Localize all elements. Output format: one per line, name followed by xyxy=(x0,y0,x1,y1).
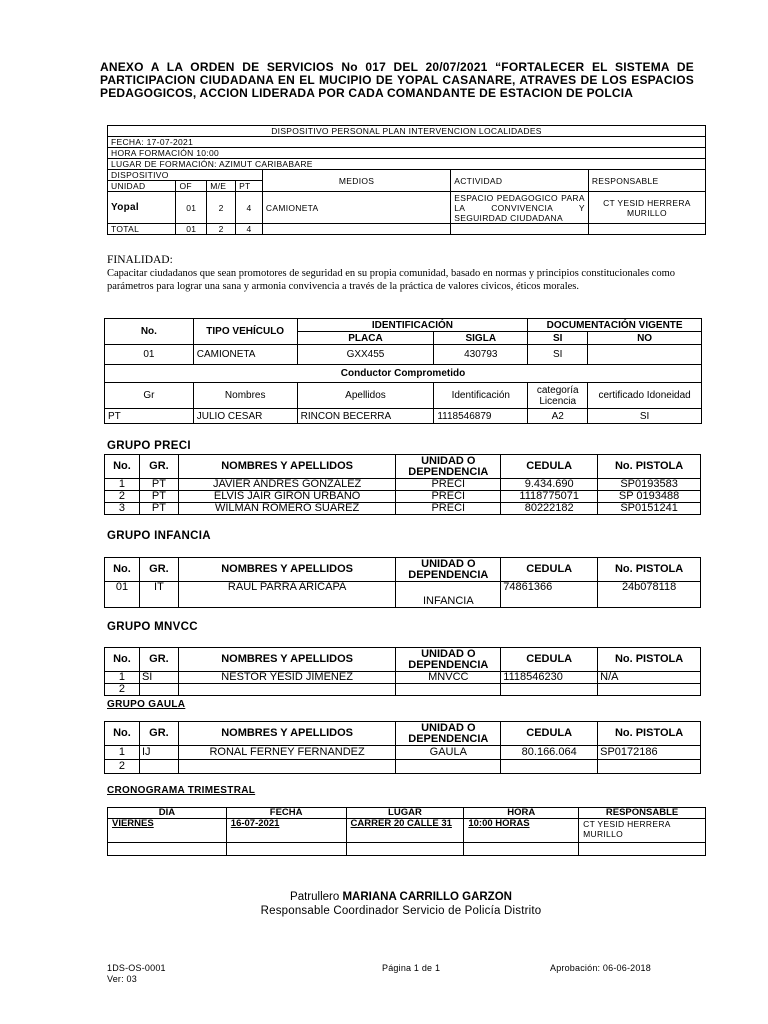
row-nombre: NESTOR YESID JIMENEZ xyxy=(178,672,395,684)
col-unidad: UNIDAD O DEPENDENCIA xyxy=(396,648,501,672)
vehiculo-no: 01 xyxy=(105,345,194,365)
conductor-certificado: SI xyxy=(588,409,702,424)
of-value: 01 xyxy=(176,192,207,224)
row-pistola xyxy=(598,760,701,774)
crono-responsable: CT YESID HERRERA MURILLO xyxy=(579,819,706,843)
crono-hora: 10:00 HORAS xyxy=(464,819,579,843)
medios-header: MEDIOS xyxy=(262,170,450,192)
col-no: No. xyxy=(105,722,140,746)
col-unidad: UNIDAD O DEPENDENCIA xyxy=(396,455,501,479)
signature-prefix: Patrullero xyxy=(290,891,340,903)
row-gr xyxy=(139,760,178,774)
col-cedula: CEDULA xyxy=(501,722,598,746)
of-header: OF xyxy=(176,181,207,192)
documentacion-header: DOCUMENTACIÓN VIGENTE xyxy=(528,319,702,332)
identificacion-header: IDENTIFICACIÓN xyxy=(297,319,528,332)
row-pistola: N/A xyxy=(598,672,701,684)
row-nombre: JAVIER ANDRES GONZALEZ xyxy=(178,479,395,491)
row-gr: IT xyxy=(139,582,178,608)
row-no: 1 xyxy=(105,672,140,684)
grupo-infancia-title: GRUPO INFANCIA xyxy=(107,530,211,542)
me-header: M/E xyxy=(207,181,236,192)
row-pistola: SP 0193488 xyxy=(598,491,701,503)
row-cedula: 1118546230 xyxy=(501,672,598,684)
row-nombre: WILMAN ROMERO SUAREZ xyxy=(178,503,395,515)
conductor-categoria: A2 xyxy=(528,409,588,424)
signature-line xyxy=(0,891,768,903)
fecha-line: FECHA: 17-07-2021 xyxy=(108,137,706,148)
responsable-header: RESPONSABLE xyxy=(588,170,705,192)
crono-fecha-header: FECHA xyxy=(226,808,346,819)
grupo-preci-title: GRUPO PRECI xyxy=(107,440,191,452)
no-header: NO xyxy=(588,332,702,345)
crono-fecha: 16-07-2021 xyxy=(226,819,346,843)
col-pistola: No. PISTOLA xyxy=(598,648,701,672)
dispositivo-label: DISPOSITIVO xyxy=(108,170,263,181)
medios-value: CAMIONETA xyxy=(262,192,450,224)
finalidad-text: Capacitar ciudadanos que sean promotores de seguridad en su propia comunidad, basado en normas y principios constitucionales como parámetros para lograr una sana y armonia convivencia a través de la práctica de valores civicos, éticos morales. xyxy=(107,268,676,292)
placa-header: PLACA xyxy=(297,332,434,345)
footer-version: Ver: 03 xyxy=(107,974,137,984)
footer-page: Página 1 de 1 xyxy=(382,963,441,973)
row-unidad: INFANCIA xyxy=(396,582,501,608)
vehiculo-placa: GXX455 xyxy=(297,345,434,365)
responsable-value: CT YESID HERRERA MURILLO xyxy=(588,192,705,224)
cronograma-table xyxy=(107,807,706,856)
row-unidad: MNVCC xyxy=(396,672,501,684)
actividad-value: ESPACIO PEDAGOGICO PARA LA CONVIVENCIA Y SEGUIRDAD CIUDADANA xyxy=(451,192,589,224)
col-unidad: UNIDAD O DEPENDENCIA xyxy=(396,722,501,746)
crono-lugar-header: LUGAR xyxy=(346,808,464,819)
grupo-infancia-table xyxy=(104,557,701,608)
dispositivo-table xyxy=(107,125,706,235)
col-no: No. xyxy=(105,558,140,582)
crono-dia: VIERNES xyxy=(108,819,227,843)
signature-name: MARIANA CARRILLO GARZON xyxy=(342,891,512,903)
footer-approval: Aprobación: 06-06-2018 xyxy=(550,963,651,973)
conductor-nombres-header: Nombres xyxy=(193,383,297,409)
row-nombre: RAUL PARRA ARICAPA xyxy=(178,582,395,608)
pt-value: 4 xyxy=(236,192,263,224)
row-pistola: SP0193583 xyxy=(598,479,701,491)
row-pistola: SP0172186 xyxy=(598,746,701,760)
sigla-header: SIGLA xyxy=(434,332,528,345)
row-unidad: PRECI xyxy=(396,503,501,515)
col-no: No. xyxy=(105,455,140,479)
row-no: 2 xyxy=(105,760,140,774)
row-pistola: SP0151241 xyxy=(598,503,701,515)
conductor-gr-header: Gr xyxy=(105,383,194,409)
conductor-certificado-header: certificado Idoneidad xyxy=(588,383,702,409)
col-no: No. xyxy=(105,648,140,672)
table-row xyxy=(105,582,701,608)
footer-code: 1DS-OS-0001 xyxy=(107,963,166,973)
row-cedula: 1118775071 xyxy=(501,491,598,503)
vehiculo-no-value xyxy=(588,345,702,365)
vehiculo-sigla: 430793 xyxy=(434,345,528,365)
grupo-gaula-table xyxy=(104,721,701,774)
total-me: 2 xyxy=(207,224,236,235)
row-cedula: 80.166.064 xyxy=(501,746,598,760)
pt-header: PT xyxy=(236,181,263,192)
total-pt: 4 xyxy=(236,224,263,235)
col-unidad: UNIDAD O DEPENDENCIA xyxy=(396,558,501,582)
row-unidad: GAULA xyxy=(396,746,501,760)
row-gr: IJ xyxy=(139,746,178,760)
row-no: 2 xyxy=(105,491,140,503)
finalidad-label: FINALIDAD: xyxy=(107,254,173,266)
col-nombres: NOMBRES Y APELLIDOS xyxy=(178,722,395,746)
table-row xyxy=(105,684,701,696)
row-cedula: 74861366 xyxy=(501,582,598,608)
row-cedula: 9.434.690 xyxy=(501,479,598,491)
row-unidad xyxy=(396,760,501,774)
row-pistola xyxy=(598,684,701,696)
conductor-apellidos: RINCON BECERRA xyxy=(297,409,434,424)
crono-responsable-header: RESPONSABLE xyxy=(579,808,706,819)
grupo-gaula-title: GRUPO GAULA xyxy=(107,699,186,710)
row-unidad xyxy=(396,684,501,696)
col-gr: GR. xyxy=(139,648,178,672)
row-no: 2 xyxy=(105,684,140,696)
conductor-title: Conductor Comprometido xyxy=(105,365,702,383)
col-pistola: No. PISTOLA xyxy=(598,558,701,582)
row-gr: SI xyxy=(139,672,178,684)
row-nombre xyxy=(178,684,395,696)
grupo-mnvcc-title: GRUPO MNVCC xyxy=(107,621,198,633)
hora-line: HORA FORMACIÓN 10:00 xyxy=(108,148,706,159)
grupo-preci-table xyxy=(104,454,701,515)
table-row xyxy=(105,672,701,684)
row-nombre: ELVIS JAIR GIRON URBANO xyxy=(178,491,395,503)
table-row xyxy=(105,760,701,774)
vehiculo-si: SI xyxy=(528,345,588,365)
row-no: 01 xyxy=(105,582,140,608)
row-gr xyxy=(139,684,178,696)
grupo-mnvcc-table xyxy=(104,647,701,696)
total-label: TOTAL xyxy=(108,224,176,235)
vehiculo-tipo: CAMIONETA xyxy=(193,345,297,365)
col-gr: GR. xyxy=(139,558,178,582)
conductor-apellidos-header: Apellidos xyxy=(297,383,434,409)
vehiculo-table xyxy=(104,318,702,424)
conductor-categoria-header: categoría Licencia xyxy=(528,383,588,409)
row-unidad: PRECI xyxy=(396,491,501,503)
col-pistola: No. PISTOLA xyxy=(598,455,701,479)
unidad-value: Yopal xyxy=(108,192,176,224)
conductor-identificacion: 1118546879 xyxy=(434,409,528,424)
row-cedula xyxy=(501,760,598,774)
table-row xyxy=(108,819,706,843)
table-row xyxy=(105,503,701,515)
col-nombres: NOMBRES Y APELLIDOS xyxy=(178,558,395,582)
row-cedula: 80222182 xyxy=(501,503,598,515)
col-cedula: CEDULA xyxy=(501,648,598,672)
row-gr: PT xyxy=(139,503,178,515)
unidad-header: UNIDAD xyxy=(108,181,176,192)
row-no: 1 xyxy=(105,479,140,491)
table-row xyxy=(105,479,701,491)
lugar-line: LUGAR DE FORMACIÓN: AZIMUT CARIBABARE xyxy=(108,159,706,170)
col-gr: GR. xyxy=(139,722,178,746)
row-unidad: PRECI xyxy=(396,479,501,491)
conductor-identificacion-header: Identificación xyxy=(434,383,528,409)
signature-role: Responsable Coordinador Servicio de Policía Distrito xyxy=(260,905,542,917)
row-no: 1 xyxy=(105,746,140,760)
crono-dia-header: DIA xyxy=(108,808,227,819)
col-nombres: NOMBRES Y APELLIDOS xyxy=(178,455,395,479)
conductor-nombres: JULIO CESAR xyxy=(193,409,297,424)
vehiculo-no-header: No. xyxy=(105,319,194,345)
col-pistola: No. PISTOLA xyxy=(598,722,701,746)
row-cedula xyxy=(501,684,598,696)
dispositivo-title: DISPOSITIVO PERSONAL PLAN INTERVENCION LOCALIDADES xyxy=(108,126,706,137)
cronograma-title: CRONOGRAMA TRIMESTRAL xyxy=(107,785,256,796)
row-gr: PT xyxy=(139,491,178,503)
crono-lugar: CARRER 20 CALLE 31 xyxy=(346,819,464,843)
table-row xyxy=(105,746,701,760)
row-gr: PT xyxy=(139,479,178,491)
total-of: 01 xyxy=(176,224,207,235)
row-nombre: RONAL FERNEY FERNANDEZ xyxy=(178,746,395,760)
col-nombres: NOMBRES Y APELLIDOS xyxy=(178,648,395,672)
col-gr: GR. xyxy=(139,455,178,479)
me-value: 2 xyxy=(207,192,236,224)
actividad-header: ACTIVIDAD xyxy=(451,170,589,192)
conductor-gr: PT xyxy=(105,409,194,424)
document-heading: ANEXO A LA ORDEN DE SERVICIOS No 017 DEL 20/07/2021 “FORTALECER EL SISTEMA DE PARTICIPACION CIUDADANA EN EL MUCIPIO DE YOPAL CASANARE, ATRAVES DE LOS ESPACIOS PEDAGOGICOS, ACCION LIDERADA POR CADA COMANDANTE DE ESTACION DE POLCIA xyxy=(100,60,694,100)
crono-hora-header: HORA xyxy=(464,808,579,819)
row-nombre xyxy=(178,760,395,774)
si-header: SI xyxy=(528,332,588,345)
col-cedula: CEDULA xyxy=(501,558,598,582)
row-no: 3 xyxy=(105,503,140,515)
row-pistola: 24b078118 xyxy=(598,582,701,608)
table-row xyxy=(105,491,701,503)
col-cedula: CEDULA xyxy=(501,455,598,479)
tipo-vehiculo-header: TIPO VEHÍCULO xyxy=(193,319,297,345)
